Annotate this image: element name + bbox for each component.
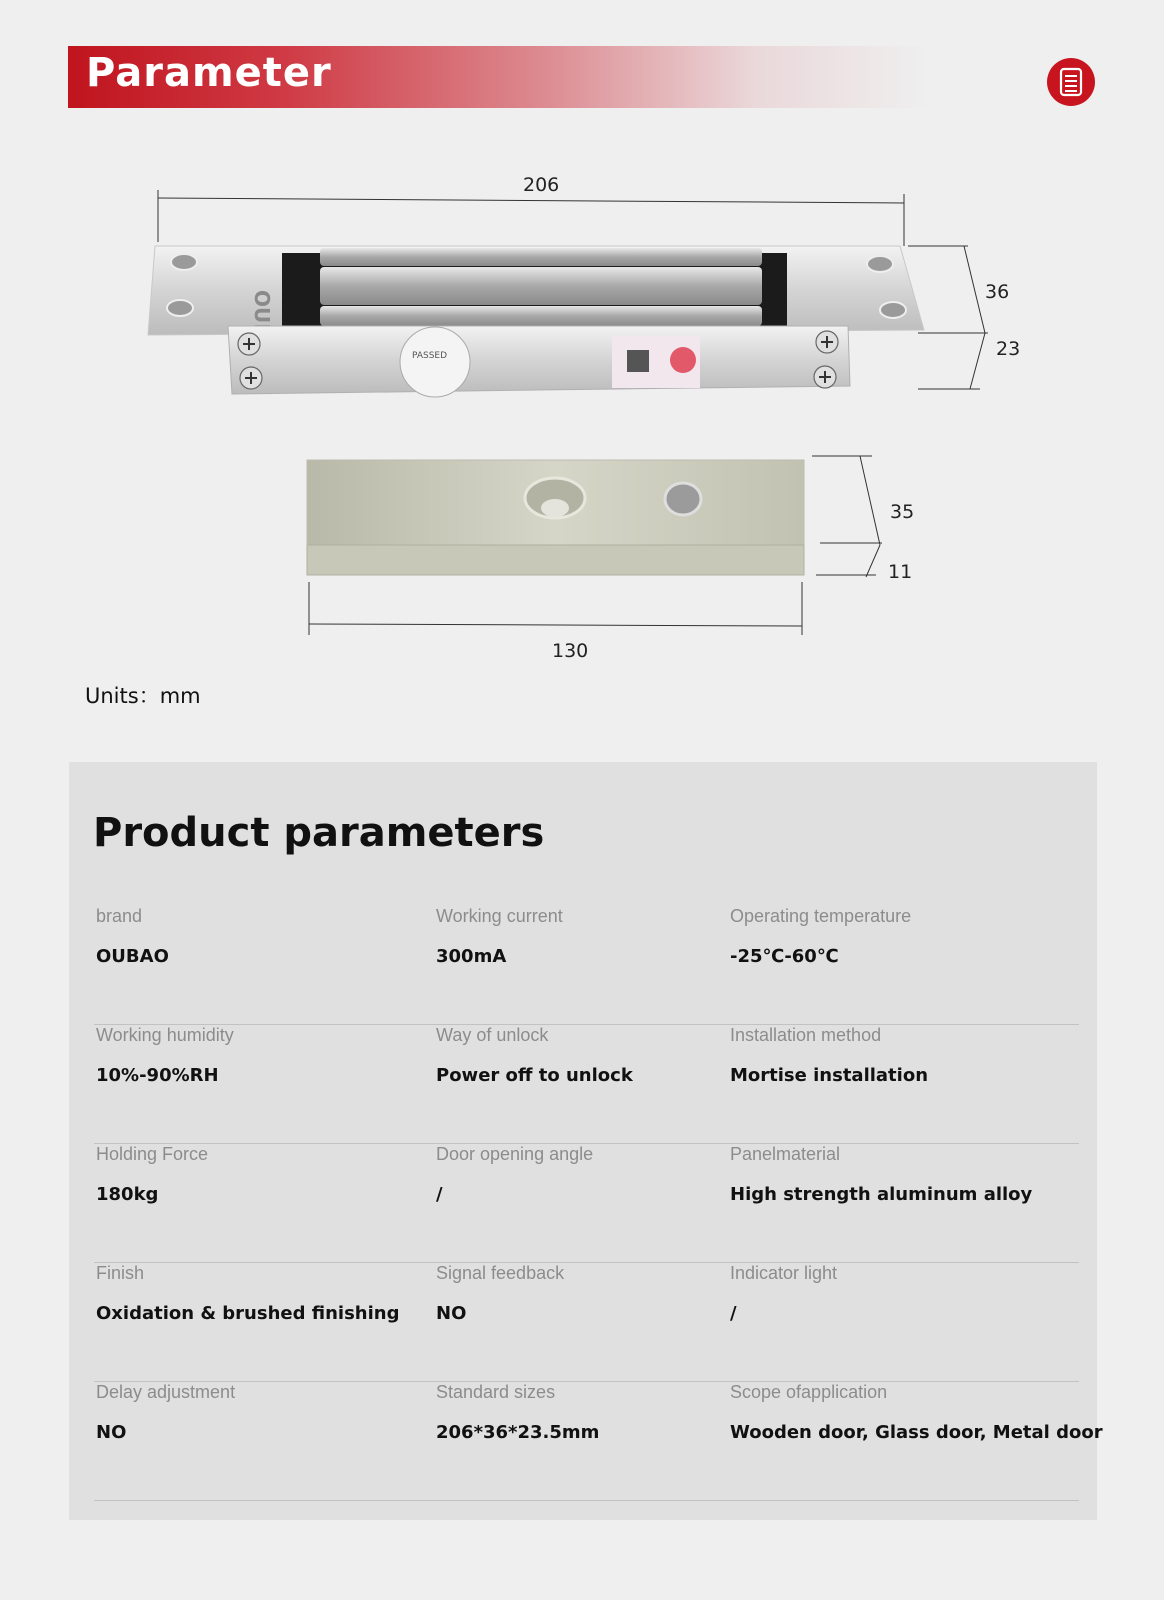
dimension-plate-length: 130	[552, 640, 589, 662]
param-label: Operating temperature	[730, 906, 912, 926]
param-label: Installation method	[730, 1025, 882, 1045]
param-value: NO	[436, 1303, 467, 1324]
section-banner	[68, 46, 928, 108]
param-label: Holding Force	[96, 1144, 209, 1164]
param-value: 180kg	[96, 1184, 159, 1205]
param-row	[94, 906, 1079, 1025]
section-title: Parameter	[86, 50, 332, 96]
params-title: Product parameters	[93, 810, 545, 856]
param-label: Way of unlock	[436, 1025, 549, 1045]
param-value: -25℃-60℃	[730, 946, 839, 967]
param-label: Working humidity	[96, 1025, 234, 1045]
param-value: 300mA	[436, 946, 507, 967]
dimension-plate-height: 11	[888, 561, 913, 583]
param-value: OUBAO	[96, 946, 169, 967]
param-label: Standard sizes	[436, 1382, 556, 1402]
param-value: 10%-90%RH	[96, 1065, 219, 1086]
param-label: Signal feedback	[436, 1263, 565, 1283]
param-label: Finish	[96, 1263, 145, 1283]
param-row	[94, 1025, 1079, 1144]
param-label: Door opening angle	[436, 1144, 594, 1164]
param-row	[94, 1144, 1079, 1263]
param-label: Panelmaterial	[730, 1144, 841, 1164]
product-illustration	[0, 150, 1164, 670]
dimension-plate-width: 35	[890, 501, 915, 523]
param-label: brand	[96, 906, 143, 926]
dimension-lock-length: 206	[523, 174, 560, 196]
param-label: Scope ofapplication	[730, 1382, 888, 1402]
units-note: Units：mm	[85, 684, 201, 708]
param-label: Indicator light	[730, 1263, 838, 1283]
dimension-lock-width: 36	[985, 281, 1010, 303]
dimension-drawing	[0, 150, 1164, 670]
param-value: Mortise installation	[730, 1065, 929, 1086]
param-row	[94, 1263, 1079, 1382]
param-value: Oxidation & brushed finishing	[96, 1303, 400, 1324]
product-parameters-panel	[69, 762, 1103, 1520]
param-value: High strength aluminum alloy	[730, 1184, 1033, 1205]
param-label: Working current	[436, 906, 563, 926]
param-value: /	[730, 1303, 737, 1324]
param-value: 206*36*23.5mm	[436, 1422, 600, 1443]
dimension-lock-height: 23	[996, 338, 1021, 360]
param-value: NO	[96, 1422, 127, 1443]
svg-text:PASSED: PASSED	[412, 351, 448, 361]
param-value: Wooden door, Glass door, Metal door	[730, 1422, 1103, 1443]
param-label: Delay adjustment	[96, 1382, 236, 1402]
param-value: Power off to unlock	[436, 1065, 633, 1086]
document-icon[interactable]	[1047, 58, 1095, 106]
param-value: /	[436, 1184, 443, 1205]
param-row	[94, 1382, 1103, 1501]
